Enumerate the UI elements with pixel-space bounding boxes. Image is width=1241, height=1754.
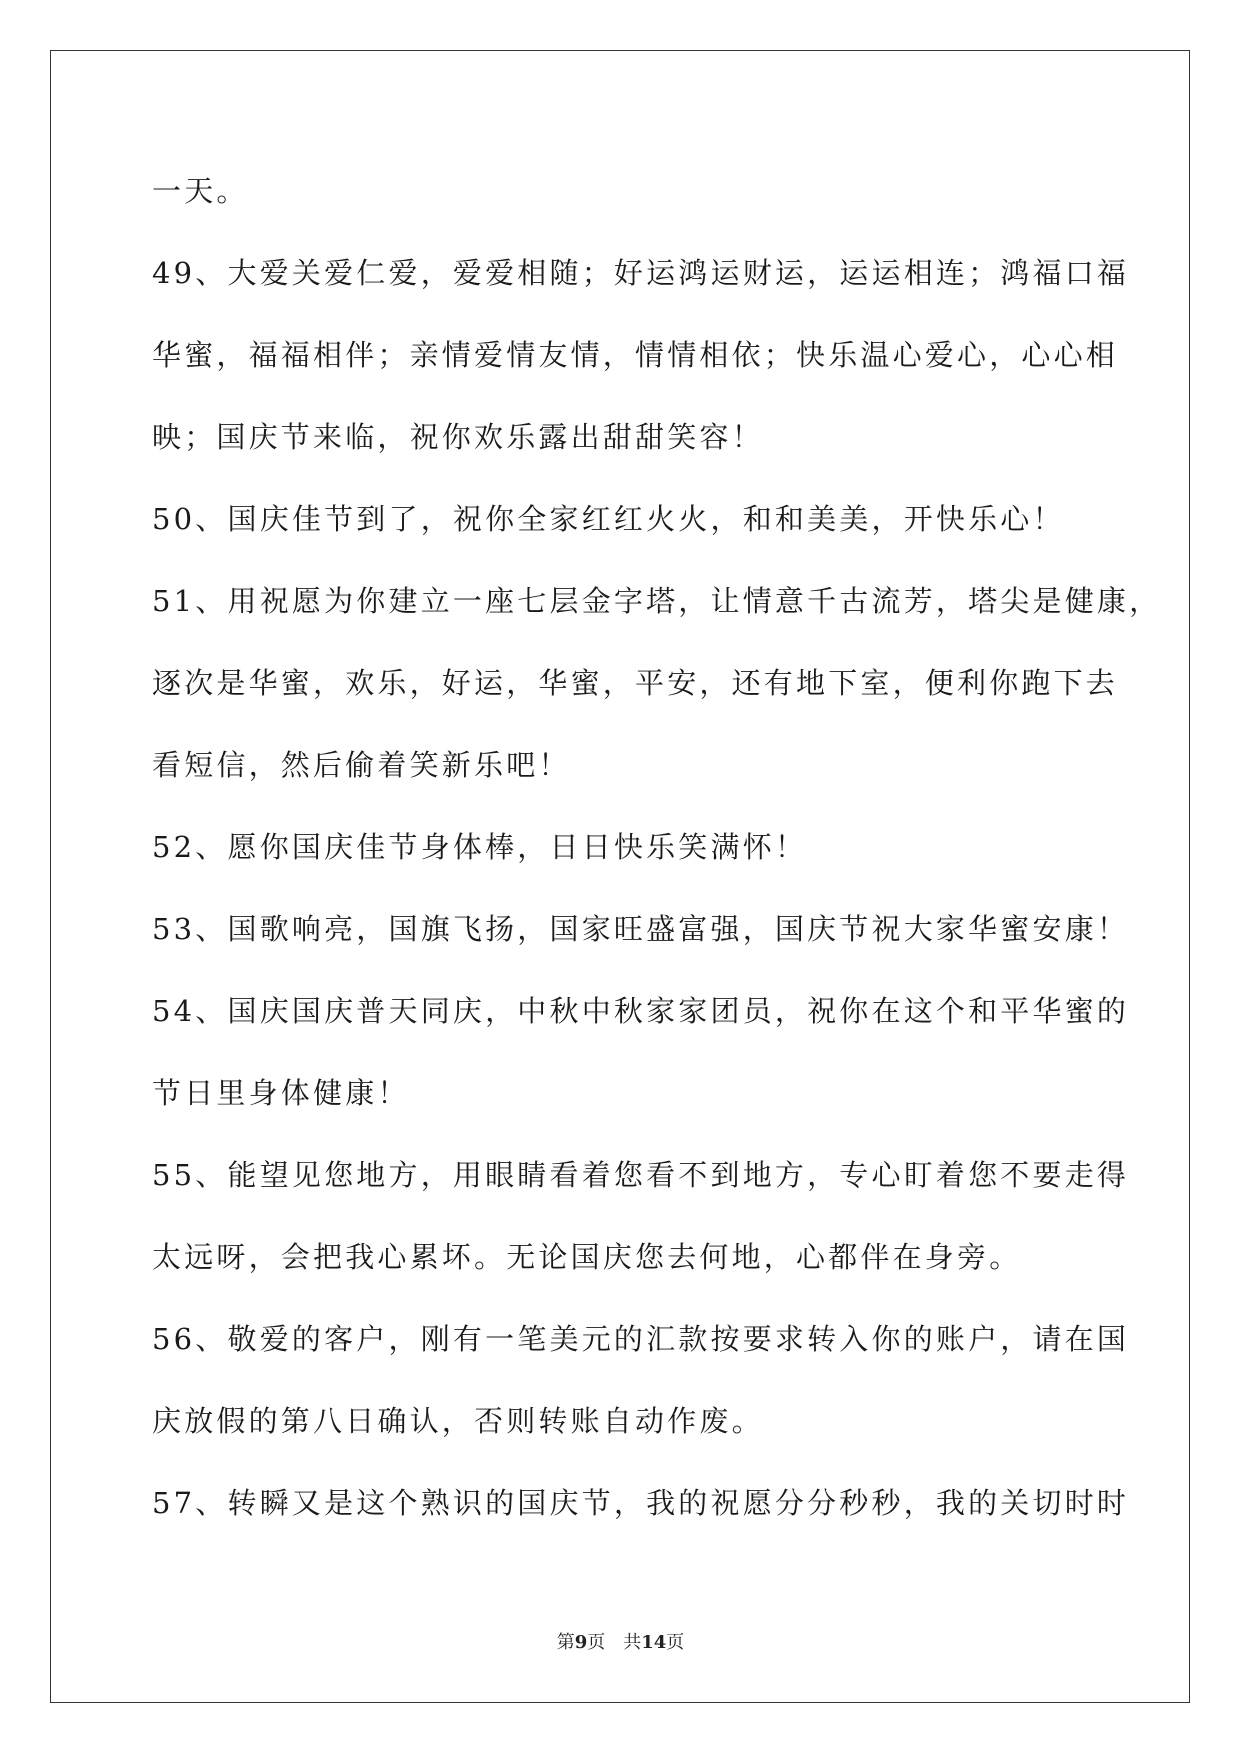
page-footer	[0, 1628, 1241, 1654]
document-body	[152, 150, 1162, 1544]
text-line: 庆放假的第八日确认，否则转账自动作废。	[152, 1404, 764, 1438]
text-line: 节日里身体健康！	[152, 1076, 410, 1110]
total-prefix: 共	[623, 1632, 642, 1653]
text-line: 57、转瞬又是这个熟识的国庆节，我的祝愿分分秒秒，我的关切时时	[152, 1486, 1130, 1520]
text-line: 51、用祝愿为你建立一座七层金字塔，让情意千古流芳，塔尖是健康，	[152, 584, 1162, 618]
page-prefix: 第	[556, 1632, 575, 1653]
text-line: 看短信，然后偷着笑新乐吧！	[152, 748, 571, 782]
text-line: 50、国庆佳节到了，祝你全家红红火火，和和美美，开快乐心！	[152, 502, 1065, 536]
text-line: 映；国庆节来临，祝你欢乐露出甜甜笑容！	[152, 420, 764, 454]
text-line: 53、国歌响亮，国旗飞扬，国家旺盛富强，国庆节祝大家华蜜安康！	[152, 912, 1130, 946]
text-line: 52、愿你国庆佳节身体棒，日日快乐笑满怀！	[152, 830, 808, 864]
text-line: 55、能望见您地方，用眼睛看着您看不到地方，专心盯着您不要走得	[152, 1158, 1130, 1192]
page-number: 9	[574, 1632, 588, 1653]
total-suffix: 页	[666, 1632, 685, 1653]
text-line: 太远呀，会把我心累坏。无论国庆您去何地，心都伴在身旁。	[152, 1240, 1022, 1274]
text-line: 49、大爱关爱仁爱，爱爱相随；好运鸿运财运，运运相连；鸿福口福	[152, 256, 1130, 290]
text-line: 56、敬爱的客户，刚有一笔美元的汇款按要求转入你的账户，请在国	[152, 1322, 1130, 1356]
text-line: 一天。	[152, 174, 249, 208]
text-line: 逐次是华蜜，欢乐，好运，华蜜，平安，还有地下室，便利你跑下去	[152, 666, 1119, 700]
text-line: 华蜜，福福相伴；亲情爱情友情，情情相依；快乐温心爱心，心心相	[152, 338, 1119, 372]
text-line: 54、国庆国庆普天同庆，中秋中秋家家团员，祝你在这个和平华蜜的	[152, 994, 1130, 1028]
total-pages: 14	[641, 1632, 667, 1653]
page-suffix: 页	[587, 1632, 606, 1653]
